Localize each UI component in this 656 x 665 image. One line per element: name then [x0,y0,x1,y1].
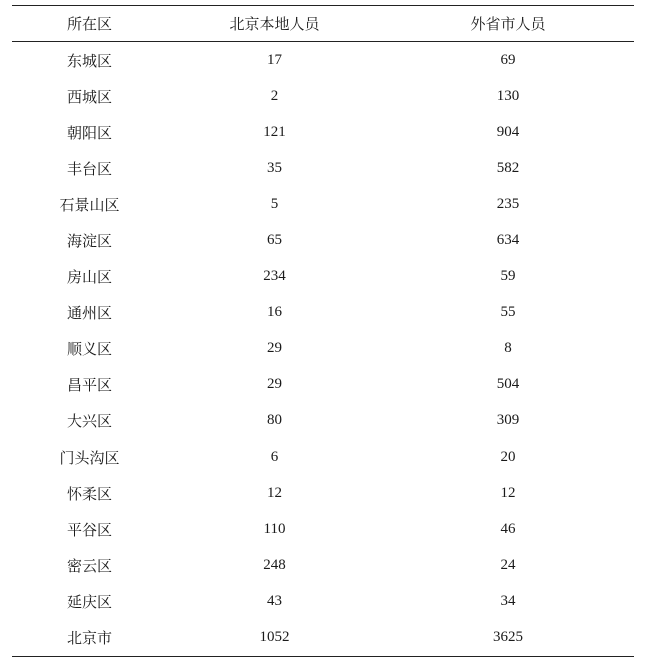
cell-other-provinces: 130 [496,87,520,104]
header-beijing-local: 北京本地人员 [229,15,320,33]
table-row [12,331,634,367]
table-row [12,186,634,222]
table-row [12,403,634,439]
table-row [12,114,634,150]
cell-other-provinces: 3625 [493,629,523,646]
cell-district: 北京市 [66,629,112,648]
cell-beijing-local: 5 [270,195,279,212]
cell-other-provinces: 24 [500,556,516,573]
table-header [12,6,634,42]
cell-district: 顺义区 [66,340,112,359]
table-row [12,150,634,186]
table-row [12,583,634,619]
cell-beijing-local: 234 [263,268,286,285]
cell-beijing-local: 16 [267,304,282,321]
cell-beijing-local: 35 [267,159,282,176]
cell-district: 门头沟区 [59,448,120,467]
table-row [12,620,634,657]
cell-district: 丰台区 [66,159,112,178]
cell-beijing-local: 2 [270,87,279,104]
cell-beijing-local: 248 [263,556,286,573]
cell-other-provinces: 904 [496,123,520,140]
cell-district: 西城区 [66,87,112,106]
cell-other-provinces: 634 [496,232,520,249]
cell-beijing-local: 121 [263,123,286,140]
district-personnel-table [12,5,634,657]
table-body [12,42,634,657]
cell-other-provinces: 55 [500,304,516,321]
table-row [12,367,634,403]
cell-other-provinces: 20 [500,448,516,465]
cell-district: 怀柔区 [66,484,112,503]
table-row [12,222,634,258]
cell-district: 东城区 [66,51,112,70]
table-row [12,295,634,331]
cell-other-provinces: 504 [496,376,520,393]
cell-other-provinces: 46 [500,520,516,537]
table-row [12,439,634,475]
cell-other-provinces: 309 [496,412,520,429]
table-row [12,259,634,295]
cell-beijing-local: 12 [267,484,282,501]
table-row [12,42,634,79]
cell-district: 平谷区 [66,520,112,539]
cell-other-provinces: 235 [496,195,520,212]
table-row [12,511,634,547]
cell-beijing-local: 6 [270,448,279,465]
cell-district: 朝阳区 [66,123,112,142]
cell-beijing-local: 110 [263,520,286,537]
cell-beijing-local: 29 [267,376,282,393]
cell-district: 通州区 [66,304,112,323]
cell-district: 延庆区 [66,592,112,611]
header-other-provinces: 外省市人员 [470,15,546,33]
cell-beijing-local: 17 [267,51,282,68]
cell-beijing-local: 65 [267,232,282,249]
cell-beijing-local: 43 [267,592,282,609]
cell-other-provinces: 69 [500,51,516,68]
cell-beijing-local: 29 [267,340,282,357]
cell-district: 昌平区 [66,376,112,395]
table-row [12,475,634,511]
district-personnel-table-container [12,5,634,657]
cell-other-provinces: 12 [500,484,516,501]
cell-beijing-local: 80 [267,412,282,429]
cell-district: 石景山区 [59,195,120,214]
cell-other-provinces: 582 [496,159,520,176]
cell-district: 大兴区 [66,412,112,431]
cell-other-provinces: 8 [504,340,512,357]
cell-beijing-local: 1052 [259,629,290,646]
table-row [12,78,634,114]
cell-other-provinces: 59 [500,268,516,285]
header-row [12,6,634,42]
cell-other-provinces: 34 [500,592,516,609]
cell-district: 房山区 [66,268,112,287]
cell-district: 密云区 [66,556,112,575]
table-row [12,547,634,583]
cell-district: 海淀区 [66,232,112,251]
header-district: 所在区 [66,15,112,33]
